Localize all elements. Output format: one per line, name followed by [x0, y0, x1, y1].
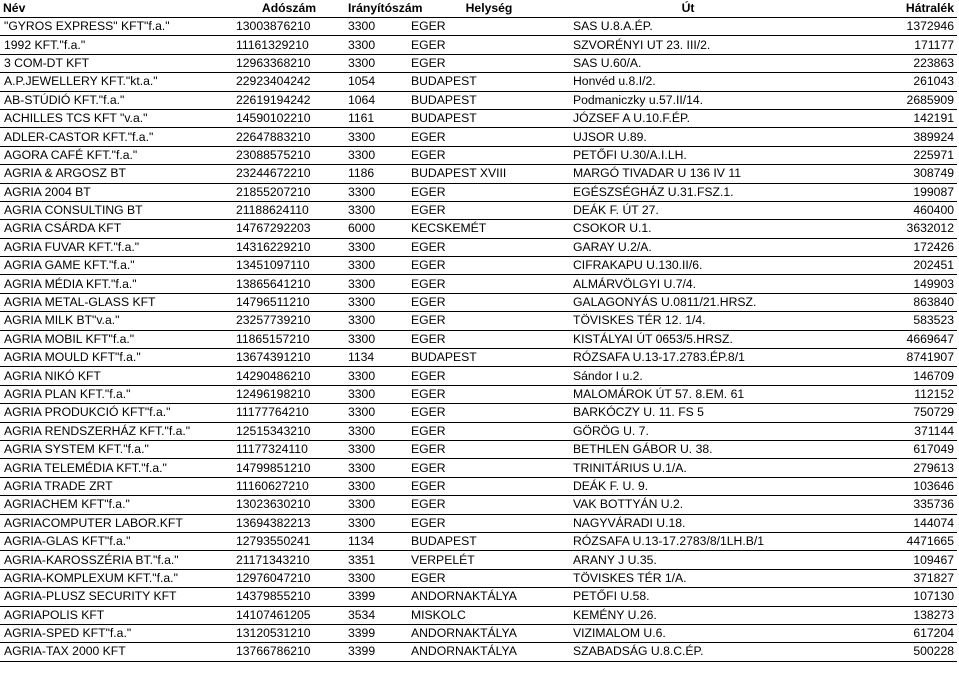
- cell-tax-id: 11865157210: [233, 330, 345, 348]
- cell-city: EGER: [408, 201, 570, 219]
- cell-name: AGRIA CSÁRDA KFT: [0, 220, 233, 238]
- table-row[interactable]: [0, 238, 957, 256]
- cell-tax-id: 12963368210: [233, 54, 345, 72]
- cell-balance: 3632012: [806, 220, 957, 238]
- cell-street: GALAGONYÁS U.0811/21.HRSZ.: [570, 293, 806, 311]
- cell-balance: 103646: [806, 477, 957, 495]
- cell-city: EGER: [408, 18, 570, 36]
- cell-name: 1992 KFT."f.a.": [0, 36, 233, 54]
- cell-balance: 1372946: [806, 18, 957, 36]
- cell-balance: 2685909: [806, 91, 957, 109]
- cell-zip: 3300: [345, 54, 408, 72]
- cell-balance: 8741907: [806, 349, 957, 367]
- cell-name: AGRIACOMPUTER LABOR.KFT: [0, 514, 233, 532]
- cell-tax-id: 14379855210: [233, 588, 345, 606]
- cell-tax-id: 22923404242: [233, 73, 345, 91]
- cell-city: MISKOLC: [408, 606, 570, 624]
- header-row: [0, 0, 957, 18]
- cell-street: Honvéd u.8.I/2.: [570, 73, 806, 91]
- cell-balance: 500228: [806, 643, 957, 661]
- cell-zip: 3300: [345, 183, 408, 201]
- cell-name: AGRIA PLAN KFT."f.a.": [0, 385, 233, 403]
- cell-street: MARGÓ TIVADAR U 136 IV 11: [570, 165, 806, 183]
- cell-city: EGER: [408, 238, 570, 256]
- cell-tax-id: 21171343210: [233, 551, 345, 569]
- cell-city: BUDAPEST: [408, 532, 570, 550]
- cell-zip: 3300: [345, 128, 408, 146]
- cell-zip: 3300: [345, 18, 408, 36]
- cell-zip: 3300: [345, 257, 408, 275]
- cell-tax-id: 11160627210: [233, 477, 345, 495]
- cell-city: EGER: [408, 330, 570, 348]
- column-header-tax-id[interactable]: Adószám: [233, 0, 345, 18]
- cell-name: AGRIA MOBIL KFT"f.a.": [0, 330, 233, 348]
- cell-name: AGORA CAFÉ KFT."f.a.": [0, 146, 233, 164]
- table-row[interactable]: [0, 532, 957, 550]
- cell-zip: 3300: [345, 459, 408, 477]
- cell-tax-id: 14316229210: [233, 238, 345, 256]
- cell-balance: 149903: [806, 275, 957, 293]
- cell-city: BUDAPEST: [408, 91, 570, 109]
- cell-name: 3 COM-DT KFT: [0, 54, 233, 72]
- table-row[interactable]: [0, 18, 957, 36]
- cell-name: AGRIA MÉDIA KFT."f.a.": [0, 275, 233, 293]
- table-row[interactable]: [0, 165, 957, 183]
- cell-balance: 225971: [806, 146, 957, 164]
- cell-zip: 3300: [345, 569, 408, 587]
- cell-name: AGRIA 2004 BT: [0, 183, 233, 201]
- cell-tax-id: 14796511210: [233, 293, 345, 311]
- cell-zip: 3300: [345, 238, 408, 256]
- column-header-balance[interactable]: Hátralék: [806, 0, 957, 18]
- cell-name: AGRIA RENDSZERHÁZ KFT."f.a.": [0, 422, 233, 440]
- cell-street: TÖVISKES TÉR 12. 1/4.: [570, 312, 806, 330]
- cell-street: JÓZSEF A U.10.F.ÉP.: [570, 109, 806, 127]
- cell-street: PETŐFI U.58.: [570, 588, 806, 606]
- cell-city: EGER: [408, 128, 570, 146]
- cell-street: GARAY U.2/A.: [570, 238, 806, 256]
- cell-balance: 371144: [806, 422, 957, 440]
- cell-tax-id: 14767292203: [233, 220, 345, 238]
- cell-tax-id: 14799851210: [233, 459, 345, 477]
- cell-street: RÓZSAFA U.13-17.2783.ÉP.8/1: [570, 349, 806, 367]
- cell-balance: 112152: [806, 385, 957, 403]
- cell-name: AGRIA-TAX 2000 KFT: [0, 643, 233, 661]
- cell-balance: 142191: [806, 109, 957, 127]
- cell-name: AGRIA PRODUKCIÓ KFT"f.a.": [0, 404, 233, 422]
- cell-street: CIFRAKAPU U.130.II/6.: [570, 257, 806, 275]
- table-row[interactable]: [0, 183, 957, 201]
- cell-balance: 617204: [806, 624, 957, 642]
- cell-tax-id: 13766786210: [233, 643, 345, 661]
- cell-street: MALOMÁROK ÚT 57. 8.EM. 61: [570, 385, 806, 403]
- cell-balance: 202451: [806, 257, 957, 275]
- cell-balance: 223863: [806, 54, 957, 72]
- cell-city: EGER: [408, 367, 570, 385]
- table-row[interactable]: [0, 220, 957, 238]
- cell-balance: 261043: [806, 73, 957, 91]
- cell-name: AGRIA MILK BT"v.a.": [0, 312, 233, 330]
- cell-city: BUDAPEST: [408, 73, 570, 91]
- cell-zip: 3300: [345, 36, 408, 54]
- cell-tax-id: 21188624110: [233, 201, 345, 219]
- table-row[interactable]: [0, 330, 957, 348]
- cell-balance: 4471665: [806, 532, 957, 550]
- cell-balance: 138273: [806, 606, 957, 624]
- cell-street: TRINITÁRIUS U.1/A.: [570, 459, 806, 477]
- table-row[interactable]: [0, 73, 957, 91]
- cell-city: EGER: [408, 404, 570, 422]
- cell-zip: 6000: [345, 220, 408, 238]
- table-row[interactable]: [0, 146, 957, 164]
- cell-tax-id: 23257739210: [233, 312, 345, 330]
- cell-balance: 335736: [806, 496, 957, 514]
- cell-balance: 863840: [806, 293, 957, 311]
- cell-tax-id: 13023630210: [233, 496, 345, 514]
- cell-balance: 199087: [806, 183, 957, 201]
- cell-city: ANDORNAKTÁLYA: [408, 624, 570, 642]
- cell-name: AGRIA FUVAR KFT."f.a.": [0, 238, 233, 256]
- cell-city: EGER: [408, 422, 570, 440]
- cell-zip: 3351: [345, 551, 408, 569]
- cell-zip: 3300: [345, 275, 408, 293]
- cell-tax-id: 11177764210: [233, 404, 345, 422]
- cell-zip: 3534: [345, 606, 408, 624]
- cell-city: EGER: [408, 459, 570, 477]
- cell-balance: 109467: [806, 551, 957, 569]
- table-row[interactable]: [0, 606, 957, 624]
- cell-city: EGER: [408, 514, 570, 532]
- cell-zip: 1186: [345, 165, 408, 183]
- cell-name: AGRIA SYSTEM KFT."f.a.": [0, 440, 233, 458]
- cell-name: AGRIA-KOMPLEXUM KFT."f.a.": [0, 569, 233, 587]
- cell-tax-id: 11161329210: [233, 36, 345, 54]
- cell-city: EGER: [408, 385, 570, 403]
- cell-name: ACHILLES TCS KFT "v.a.": [0, 109, 233, 127]
- column-header-street[interactable]: Út: [570, 0, 806, 18]
- cell-zip: 3399: [345, 643, 408, 661]
- cell-street: KEMÉNY U.26.: [570, 606, 806, 624]
- column-header-zip[interactable]: Irányítószám: [345, 0, 408, 18]
- cell-street: SAS U.8.A.ÉP.: [570, 18, 806, 36]
- cell-zip: 1064: [345, 91, 408, 109]
- table-row[interactable]: [0, 569, 957, 587]
- cell-street: DEÁK F. U. 9.: [570, 477, 806, 495]
- table-row[interactable]: [0, 404, 957, 422]
- cell-tax-id: 13003876210: [233, 18, 345, 36]
- cell-name: ADLER-CASTOR KFT."f.a.": [0, 128, 233, 146]
- cell-zip: 3300: [345, 496, 408, 514]
- cell-street: BARKÓCZY U. 11. FS 5: [570, 404, 806, 422]
- cell-tax-id: 22619194242: [233, 91, 345, 109]
- cell-tax-id: 23088575210: [233, 146, 345, 164]
- cell-zip: 3399: [345, 624, 408, 642]
- cell-tax-id: 13120531210: [233, 624, 345, 642]
- cell-tax-id: 14107461205: [233, 606, 345, 624]
- cell-city: EGER: [408, 496, 570, 514]
- cell-balance: 279613: [806, 459, 957, 477]
- cell-street: UJSOR U.89.: [570, 128, 806, 146]
- table-row[interactable]: [0, 257, 957, 275]
- cell-tax-id: 14290486210: [233, 367, 345, 385]
- cell-tax-id: 21855207210: [233, 183, 345, 201]
- cell-city: EGER: [408, 275, 570, 293]
- cell-balance: 389924: [806, 128, 957, 146]
- cell-tax-id: 12793550241: [233, 532, 345, 550]
- cell-street: TÖVISKES TÉR 1/A.: [570, 569, 806, 587]
- table-row[interactable]: [0, 514, 957, 532]
- table-row[interactable]: [0, 643, 957, 661]
- cell-street: PETŐFI U.30/A.I.LH.: [570, 146, 806, 164]
- cell-tax-id: 13674391210: [233, 349, 345, 367]
- cell-city: EGER: [408, 293, 570, 311]
- cell-street: ARANY J U.35.: [570, 551, 806, 569]
- cell-street: CSOKOR U.1.: [570, 220, 806, 238]
- cell-city: EGER: [408, 146, 570, 164]
- cell-zip: 3300: [345, 477, 408, 495]
- cell-name: AGRIA CONSULTING BT: [0, 201, 233, 219]
- cell-tax-id: 12515343210: [233, 422, 345, 440]
- table-row[interactable]: [0, 36, 957, 54]
- cell-tax-id: 13451097110: [233, 257, 345, 275]
- cell-city: EGER: [408, 257, 570, 275]
- cell-name: "GYROS EXPRESS" KFT"f.a.": [0, 18, 233, 36]
- cell-zip: 3300: [345, 385, 408, 403]
- cell-balance: 172426: [806, 238, 957, 256]
- cell-zip: 3300: [345, 514, 408, 532]
- cell-zip: 3399: [345, 588, 408, 606]
- cell-name: AGRIACHEM KFT"f.a.": [0, 496, 233, 514]
- cell-zip: 3300: [345, 422, 408, 440]
- cell-name: AGRIAPOLIS KFT: [0, 606, 233, 624]
- cell-street: GÖRÖG U. 7.: [570, 422, 806, 440]
- cell-name: AGRIA-KAROSSZÉRIA BT."f.a.": [0, 551, 233, 569]
- cell-balance: 171177: [806, 36, 957, 54]
- cell-street: ALMÁRVÖLGYI U.7/4.: [570, 275, 806, 293]
- table-row[interactable]: [0, 128, 957, 146]
- cell-street: NAGYVÁRADI U.18.: [570, 514, 806, 532]
- table-row[interactable]: [0, 422, 957, 440]
- table-row[interactable]: [0, 54, 957, 72]
- cell-city: EGER: [408, 183, 570, 201]
- cell-balance: 750729: [806, 404, 957, 422]
- table-row[interactable]: [0, 349, 957, 367]
- cell-zip: 1134: [345, 532, 408, 550]
- cell-name: AGRIA MOULD KFT"f.a.": [0, 349, 233, 367]
- table-row[interactable]: [0, 551, 957, 569]
- cell-city: EGER: [408, 54, 570, 72]
- cell-street: Sándor I u.2.: [570, 367, 806, 385]
- table-row[interactable]: [0, 440, 957, 458]
- cell-tax-id: 13694382213: [233, 514, 345, 532]
- cell-balance: 144074: [806, 514, 957, 532]
- column-header-city[interactable]: Helység: [408, 0, 570, 18]
- cell-zip: 3300: [345, 201, 408, 219]
- table-row[interactable]: [0, 91, 957, 109]
- cell-balance: 107130: [806, 588, 957, 606]
- cell-tax-id: 12976047210: [233, 569, 345, 587]
- cell-zip: 1054: [345, 73, 408, 91]
- cell-zip: 3300: [345, 293, 408, 311]
- cell-city: ANDORNAKTÁLYA: [408, 643, 570, 661]
- table-row[interactable]: [0, 624, 957, 642]
- cell-name: AGRIA-GLAS KFT"f.a.": [0, 532, 233, 550]
- cell-name: AGRIA TRADE ZRT: [0, 477, 233, 495]
- cell-street: VIZIMALOM U.6.: [570, 624, 806, 642]
- cell-balance: 146709: [806, 367, 957, 385]
- cell-zip: 1161: [345, 109, 408, 127]
- cell-name: AGRIA GAME KFT."f.a.": [0, 257, 233, 275]
- cell-name: AGRIA-SPED KFT"f.a.": [0, 624, 233, 642]
- cell-zip: 3300: [345, 404, 408, 422]
- cell-city: EGER: [408, 477, 570, 495]
- cell-city: EGER: [408, 569, 570, 587]
- cell-city: KECSKEMÉT: [408, 220, 570, 238]
- table-row[interactable]: [0, 385, 957, 403]
- cell-name: AB-STÚDIÓ KFT."f.a.": [0, 91, 233, 109]
- table-row[interactable]: [0, 477, 957, 495]
- table-row[interactable]: [0, 109, 957, 127]
- cell-zip: 3300: [345, 440, 408, 458]
- cell-street: KISTÁLYAI ÚT 0653/5.HRSZ.: [570, 330, 806, 348]
- cell-name: AGRIA-PLUSZ SECURITY KFT: [0, 588, 233, 606]
- cell-tax-id: 12496198210: [233, 385, 345, 403]
- cell-name: AGRIA NIKÓ KFT: [0, 367, 233, 385]
- cell-zip: 3300: [345, 312, 408, 330]
- table-row[interactable]: [0, 588, 957, 606]
- cell-zip: 3300: [345, 367, 408, 385]
- cell-street: SZABADSÁG U.8.C.ÉP.: [570, 643, 806, 661]
- table-row[interactable]: [0, 312, 957, 330]
- cell-zip: 3300: [345, 146, 408, 164]
- cell-city: EGER: [408, 440, 570, 458]
- cell-city: ANDORNAKTÁLYA: [408, 588, 570, 606]
- cell-street: BETHLEN GÁBOR U. 38.: [570, 440, 806, 458]
- cell-city: EGER: [408, 312, 570, 330]
- cell-tax-id: 23244672210: [233, 165, 345, 183]
- cell-street: SAS U.60/A.: [570, 54, 806, 72]
- cell-tax-id: 14590102210: [233, 109, 345, 127]
- cell-tax-id: 22647883210: [233, 128, 345, 146]
- cell-balance: 4669647: [806, 330, 957, 348]
- cell-name: AGRIA TELEMÉDIA KFT."f.a.": [0, 459, 233, 477]
- cell-street: DEÁK F. ÚT 27.: [570, 201, 806, 219]
- cell-city: VERPELÉT: [408, 551, 570, 569]
- cell-street: SZVORÉNYI UT 23. III/2.: [570, 36, 806, 54]
- cell-street: Podmaniczky u.57.II/14.: [570, 91, 806, 109]
- cell-city: BUDAPEST XVIII: [408, 165, 570, 183]
- cell-tax-id: 13865641210: [233, 275, 345, 293]
- table-row[interactable]: [0, 201, 957, 219]
- cell-street: RÓZSAFA U.13-17.2783/8/1LH.B/1: [570, 532, 806, 550]
- cell-street: EGÉSZSÉGHÁZ U.31.FSZ.1.: [570, 183, 806, 201]
- table-row[interactable]: [0, 275, 957, 293]
- cell-balance: 617049: [806, 440, 957, 458]
- cell-name: AGRIA & ARGOSZ BT: [0, 165, 233, 183]
- cell-city: BUDAPEST: [408, 349, 570, 367]
- table-row[interactable]: [0, 293, 957, 311]
- cell-balance: 308749: [806, 165, 957, 183]
- table-row[interactable]: [0, 496, 957, 514]
- table-body: [0, 18, 957, 662]
- column-header-name[interactable]: Név: [0, 0, 233, 18]
- cell-balance: 460400: [806, 201, 957, 219]
- cell-balance: 371827: [806, 569, 957, 587]
- cell-zip: 1134: [345, 349, 408, 367]
- cell-city: BUDAPEST: [408, 109, 570, 127]
- table-row[interactable]: [0, 367, 957, 385]
- cell-tax-id: 11177324110: [233, 440, 345, 458]
- cell-zip: 3300: [345, 330, 408, 348]
- cell-city: EGER: [408, 36, 570, 54]
- cell-name: A.P.JEWELLERY KFT."kt.a.": [0, 73, 233, 91]
- cell-street: VAK BOTTYÁN U.2.: [570, 496, 806, 514]
- cell-balance: 583523: [806, 312, 957, 330]
- cell-name: AGRIA METAL-GLASS KFT: [0, 293, 233, 311]
- table-row[interactable]: [0, 459, 957, 477]
